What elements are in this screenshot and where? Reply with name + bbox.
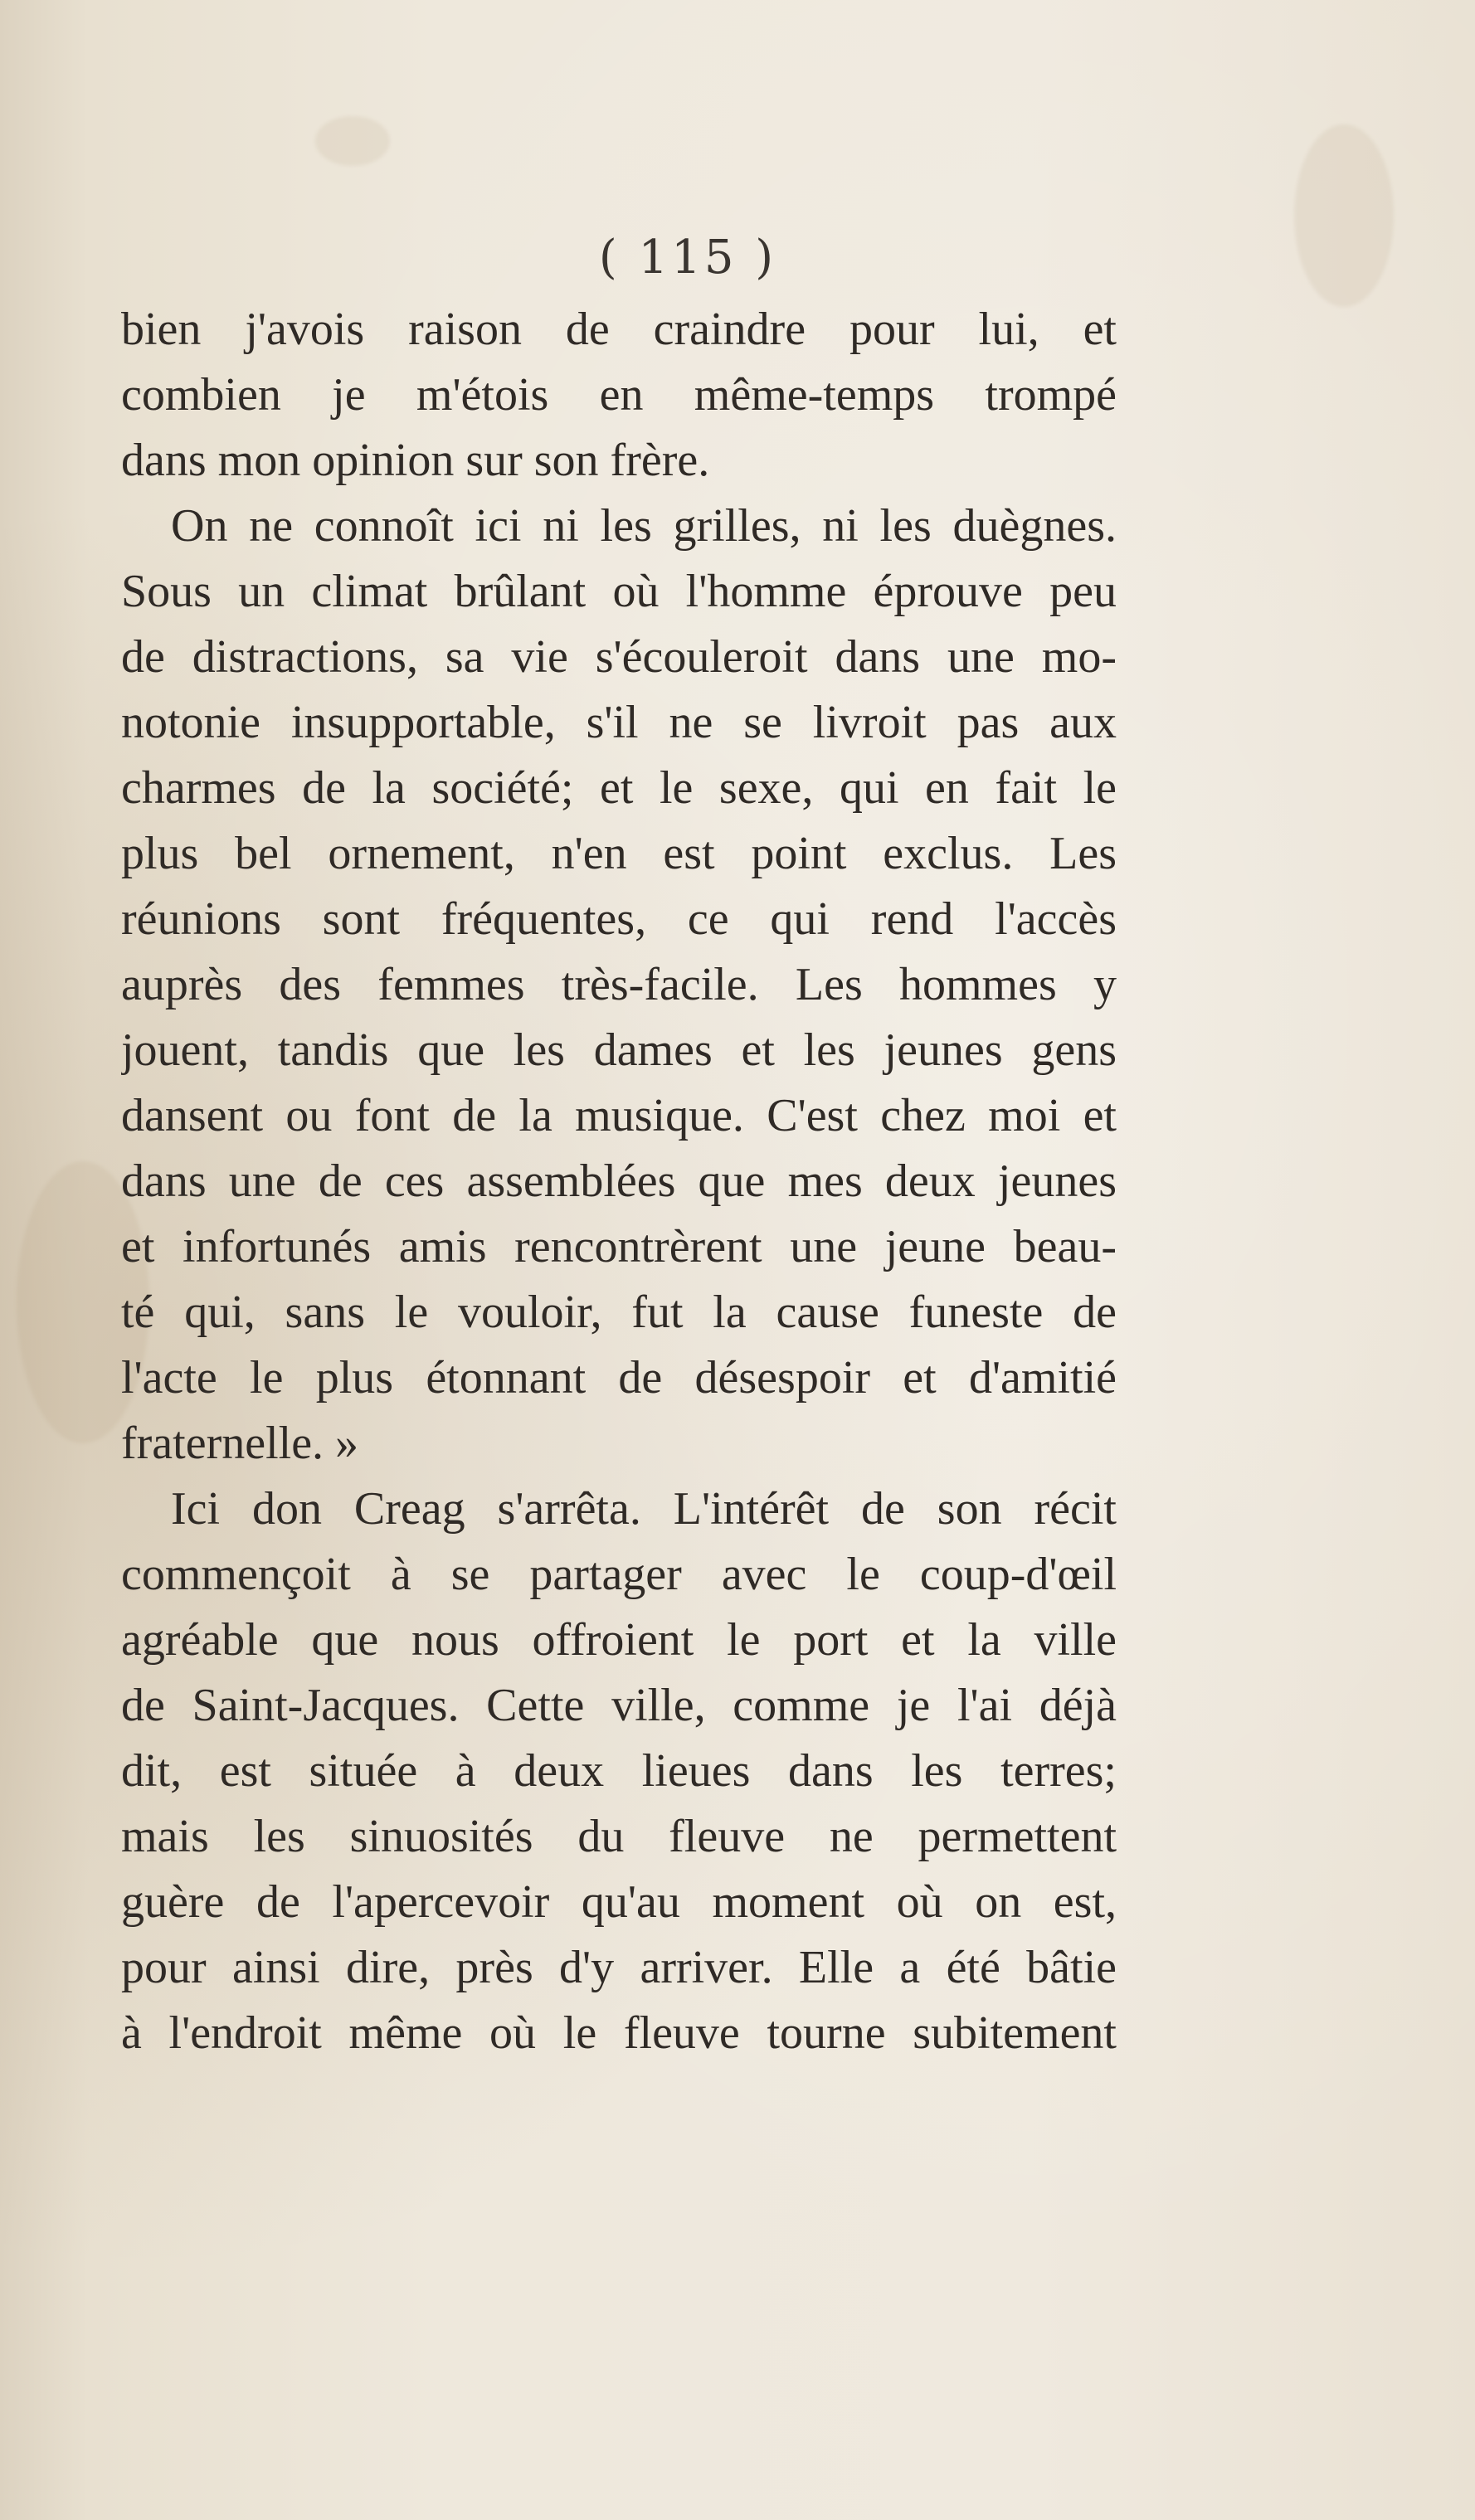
text-line: guère de l'apercevoir qu'au moment où on est, bbox=[121, 1876, 1117, 1928]
text-line: dit, est située à deux lieues dans les terres; bbox=[121, 1745, 1117, 1797]
paragraph bbox=[121, 494, 1117, 1476]
text-line: agréable que nous offroient le port et la ville bbox=[121, 1614, 1117, 1666]
body-text bbox=[121, 297, 1117, 2066]
paper-stain bbox=[315, 116, 390, 166]
text-line: bien j'avois raison de craindre pour lui, et bbox=[121, 304, 1117, 355]
text-line: dans une de ces assemblées que mes deux jeunes bbox=[121, 1155, 1117, 1207]
page-number bbox=[0, 231, 1475, 285]
text-line: pour ainsi dire, près d'y arriver. Elle a été bâtie bbox=[121, 1942, 1117, 1993]
text-line: de distractions, sa vie s'écouleroit dans une mo- bbox=[121, 631, 1117, 683]
text-line: plus bel ornement, n'en est point exclus. Les bbox=[121, 828, 1117, 879]
text-line: à l'endroit même où le fleuve tourne subitement bbox=[121, 2007, 1117, 2059]
paragraph bbox=[121, 1476, 1117, 2066]
text-line: charmes de la société; et le sexe, qui en fait le bbox=[121, 762, 1117, 814]
text-line: et infortunés amis rencontrèrent une jeune beau- bbox=[121, 1221, 1117, 1272]
text-line: On ne connoît ici ni les grilles, ni les duègnes. bbox=[171, 500, 1117, 552]
text-line: Ici don Creag s'arrêta. L'intérêt de son récit bbox=[171, 1483, 1117, 1535]
text-line: jouent, tandis que les dames et les jeunes gens bbox=[121, 1024, 1117, 1076]
text-line: de Saint-Jacques. Cette ville, comme je l'ai déjà bbox=[121, 1680, 1117, 1731]
text-line: dans mon opinion sur son frère. bbox=[121, 435, 710, 486]
text-line: mais les sinuosités du fleuve ne permettent bbox=[121, 1811, 1117, 1862]
text-line: Sous un climat brûlant où l'homme éprouve peu bbox=[121, 566, 1117, 617]
text-line: notonie insupportable, s'il ne se livroit pas aux bbox=[121, 697, 1117, 748]
text-line: té qui, sans le vouloir, fut la cause funeste de bbox=[121, 1287, 1117, 1338]
page-number-text: ( 115 ) bbox=[598, 231, 777, 285]
text-line: combien je m'étois en même-temps trompé bbox=[121, 369, 1117, 421]
text-line: fraternelle. » bbox=[121, 1418, 359, 1469]
paragraph bbox=[121, 297, 1117, 494]
text-line: commençoit à se partager avec le coup-d'œil bbox=[121, 1549, 1117, 1600]
text-line: l'acte le plus étonnant de désespoir et d'amitié bbox=[121, 1352, 1117, 1404]
text-line: dansent ou font de la musique. C'est chez moi et bbox=[121, 1090, 1117, 1141]
text-line: réunions sont fréquentes, ce qui rend l'accès bbox=[121, 893, 1117, 945]
text-line: auprès des femmes très-facile. Les hommes y bbox=[121, 959, 1117, 1010]
